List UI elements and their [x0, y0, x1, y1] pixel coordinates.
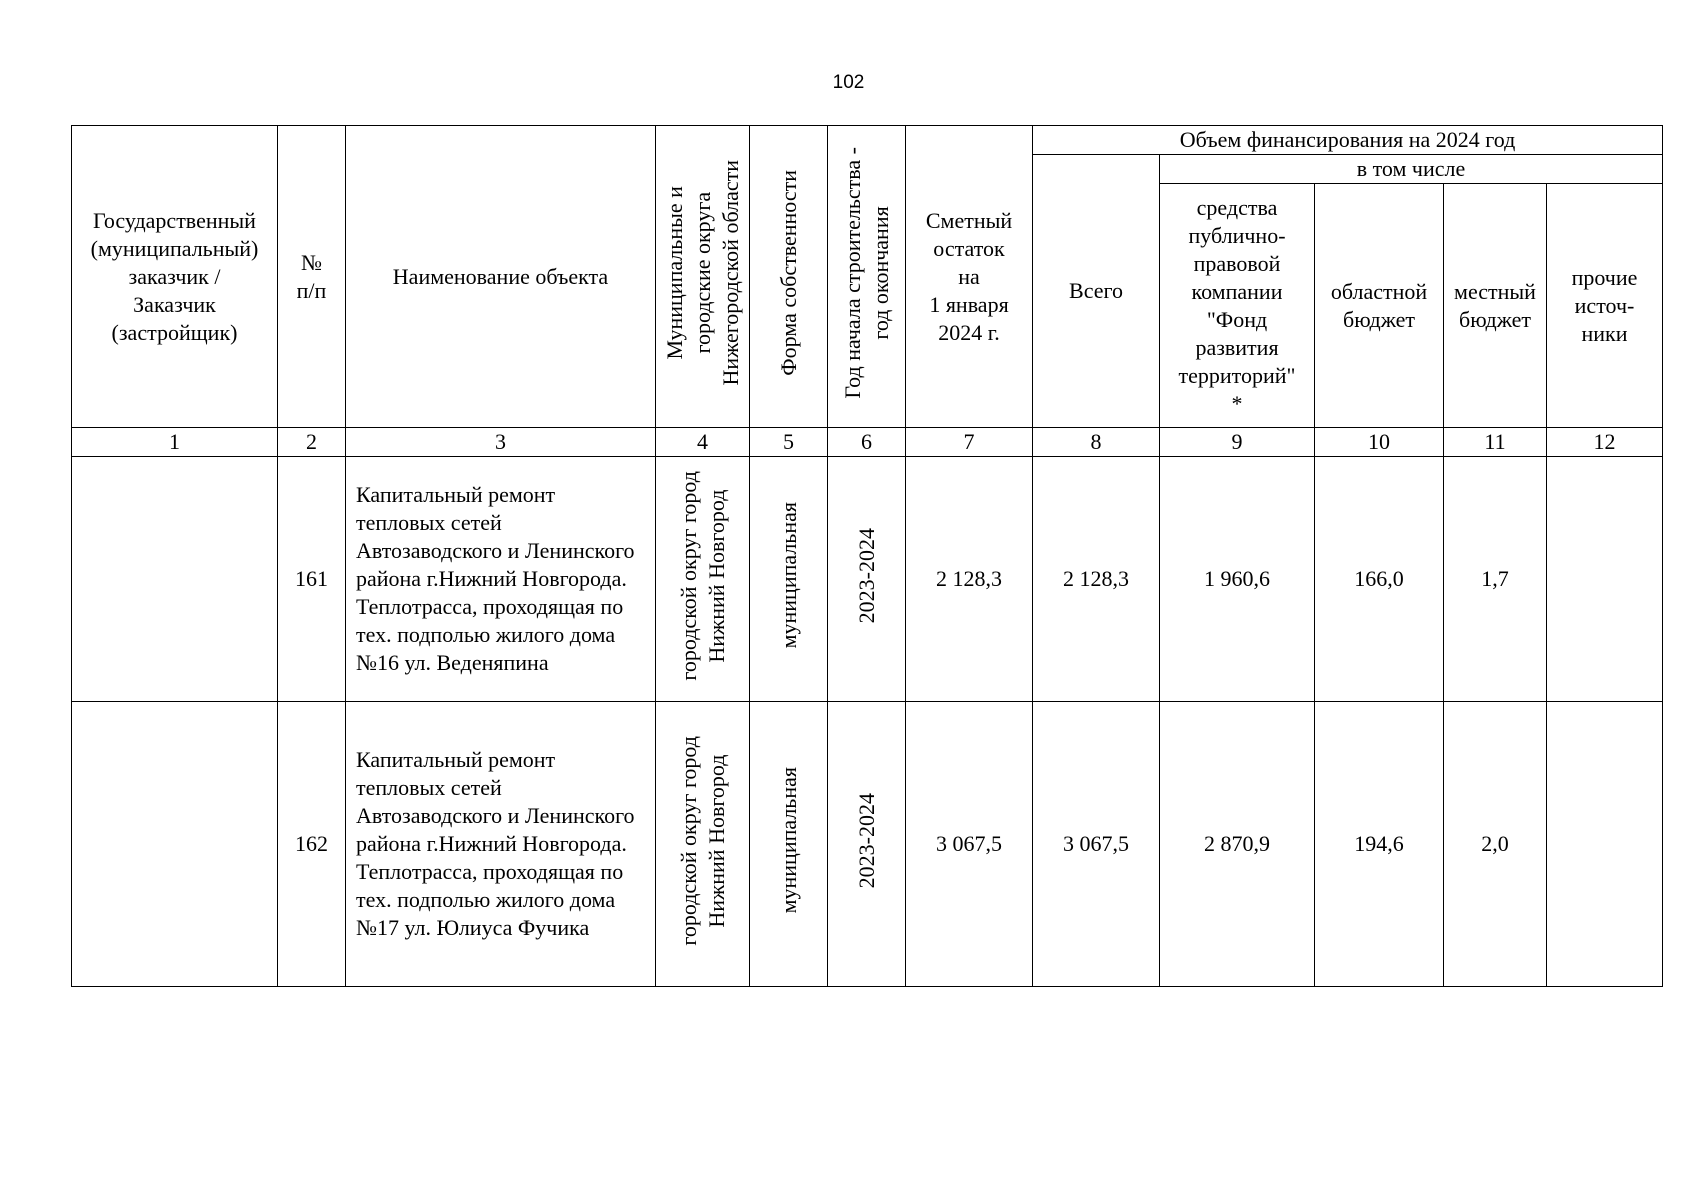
column-number: 11: [1444, 428, 1547, 457]
column-number: 2: [278, 428, 346, 457]
cell-ownership: [750, 702, 828, 987]
cell-number: 161: [278, 457, 346, 702]
cell-municipality: [656, 702, 750, 987]
cell-fund: 1 960,6: [1160, 457, 1315, 702]
cell-object-name: Капитальный ремонт тепловых сетей Автозаводского и Ленинского района г.Нижний Новгорода. Теплотрасса, проходящая по тех. подполью жилого дома №16 ул. Веденяпина: [346, 457, 656, 702]
header-municipalities: [656, 126, 750, 428]
header-years: [828, 126, 906, 428]
header-ownership: [750, 126, 828, 428]
header-ownership-text: Форма собственности: [775, 170, 801, 376]
column-number: 1: [72, 428, 278, 457]
table-row: [72, 702, 1663, 987]
cell-fund: 2 870,9: [1160, 702, 1315, 987]
cell-number: 162: [278, 702, 346, 987]
column-number: 5: [750, 428, 828, 457]
cell-years-text: 2023-2024: [853, 527, 879, 624]
column-number: 6: [828, 428, 906, 457]
column-number: 4: [656, 428, 750, 457]
cell-years-text: 2023-2024: [853, 792, 879, 889]
header-number: № п/п: [278, 126, 346, 428]
header-remaining-cost: Сметный остаток на 1 января 2024 г.: [906, 126, 1033, 428]
cell-municipality-text: городской округ город Нижний Новгород: [675, 470, 729, 681]
header-years-text: Год начала строительства - год окончания: [839, 147, 893, 399]
page-number: 102: [832, 72, 865, 93]
header-municipalities-text: Муниципальные и городские округа Нижегородской области: [661, 160, 743, 386]
cell-remaining-cost: 3 067,5: [906, 702, 1033, 987]
cell-municipality-text: городской округ город Нижний Новгород: [675, 735, 729, 946]
header-fund: средства публично- правовой компании "Фонд развития территорий" *: [1160, 184, 1315, 428]
cell-years: [828, 702, 906, 987]
cell-years: [828, 457, 906, 702]
header-local: местный бюджет: [1444, 184, 1547, 428]
cell-municipality: [656, 457, 750, 702]
column-number: 3: [346, 428, 656, 457]
header-object-name: Наименование объекта: [346, 126, 656, 428]
cell-total: 3 067,5: [1033, 702, 1160, 987]
cell-customer: [72, 457, 278, 702]
cell-ownership: [750, 457, 828, 702]
header-customer: Государственный (муниципальный) заказчик / Заказчик (застройщик): [72, 126, 278, 428]
cell-local: 1,7: [1444, 457, 1547, 702]
header-funding-group: Объем финансирования на 2024 год: [1033, 126, 1663, 155]
column-number-row: [72, 428, 1663, 457]
table-row: [72, 457, 1663, 702]
funding-table: [71, 125, 1663, 987]
cell-object-name: Капитальный ремонт тепловых сетей Автозаводского и Ленинского района г.Нижний Новгорода. Теплотрасса, проходящая по тех. подполью жилого дома №17 ул. Юлиуса Фучика: [346, 702, 656, 987]
cell-other: [1547, 702, 1663, 987]
cell-other: [1547, 457, 1663, 702]
cell-local: 2,0: [1444, 702, 1547, 987]
header-total: Всего: [1033, 155, 1160, 428]
column-number: 7: [906, 428, 1033, 457]
header-including: в том числе: [1160, 155, 1663, 184]
cell-ownership-text: муниципальная: [775, 767, 801, 914]
cell-ownership-text: муниципальная: [775, 502, 801, 649]
header-other: прочие источ- ники: [1547, 184, 1663, 428]
column-number: 8: [1033, 428, 1160, 457]
header-regional: областной бюджет: [1315, 184, 1444, 428]
cell-remaining-cost: 2 128,3: [906, 457, 1033, 702]
cell-regional: 194,6: [1315, 702, 1444, 987]
column-number: 10: [1315, 428, 1444, 457]
column-number: 9: [1160, 428, 1315, 457]
cell-regional: 166,0: [1315, 457, 1444, 702]
cell-total: 2 128,3: [1033, 457, 1160, 702]
column-number: 12: [1547, 428, 1663, 457]
cell-customer: [72, 702, 278, 987]
